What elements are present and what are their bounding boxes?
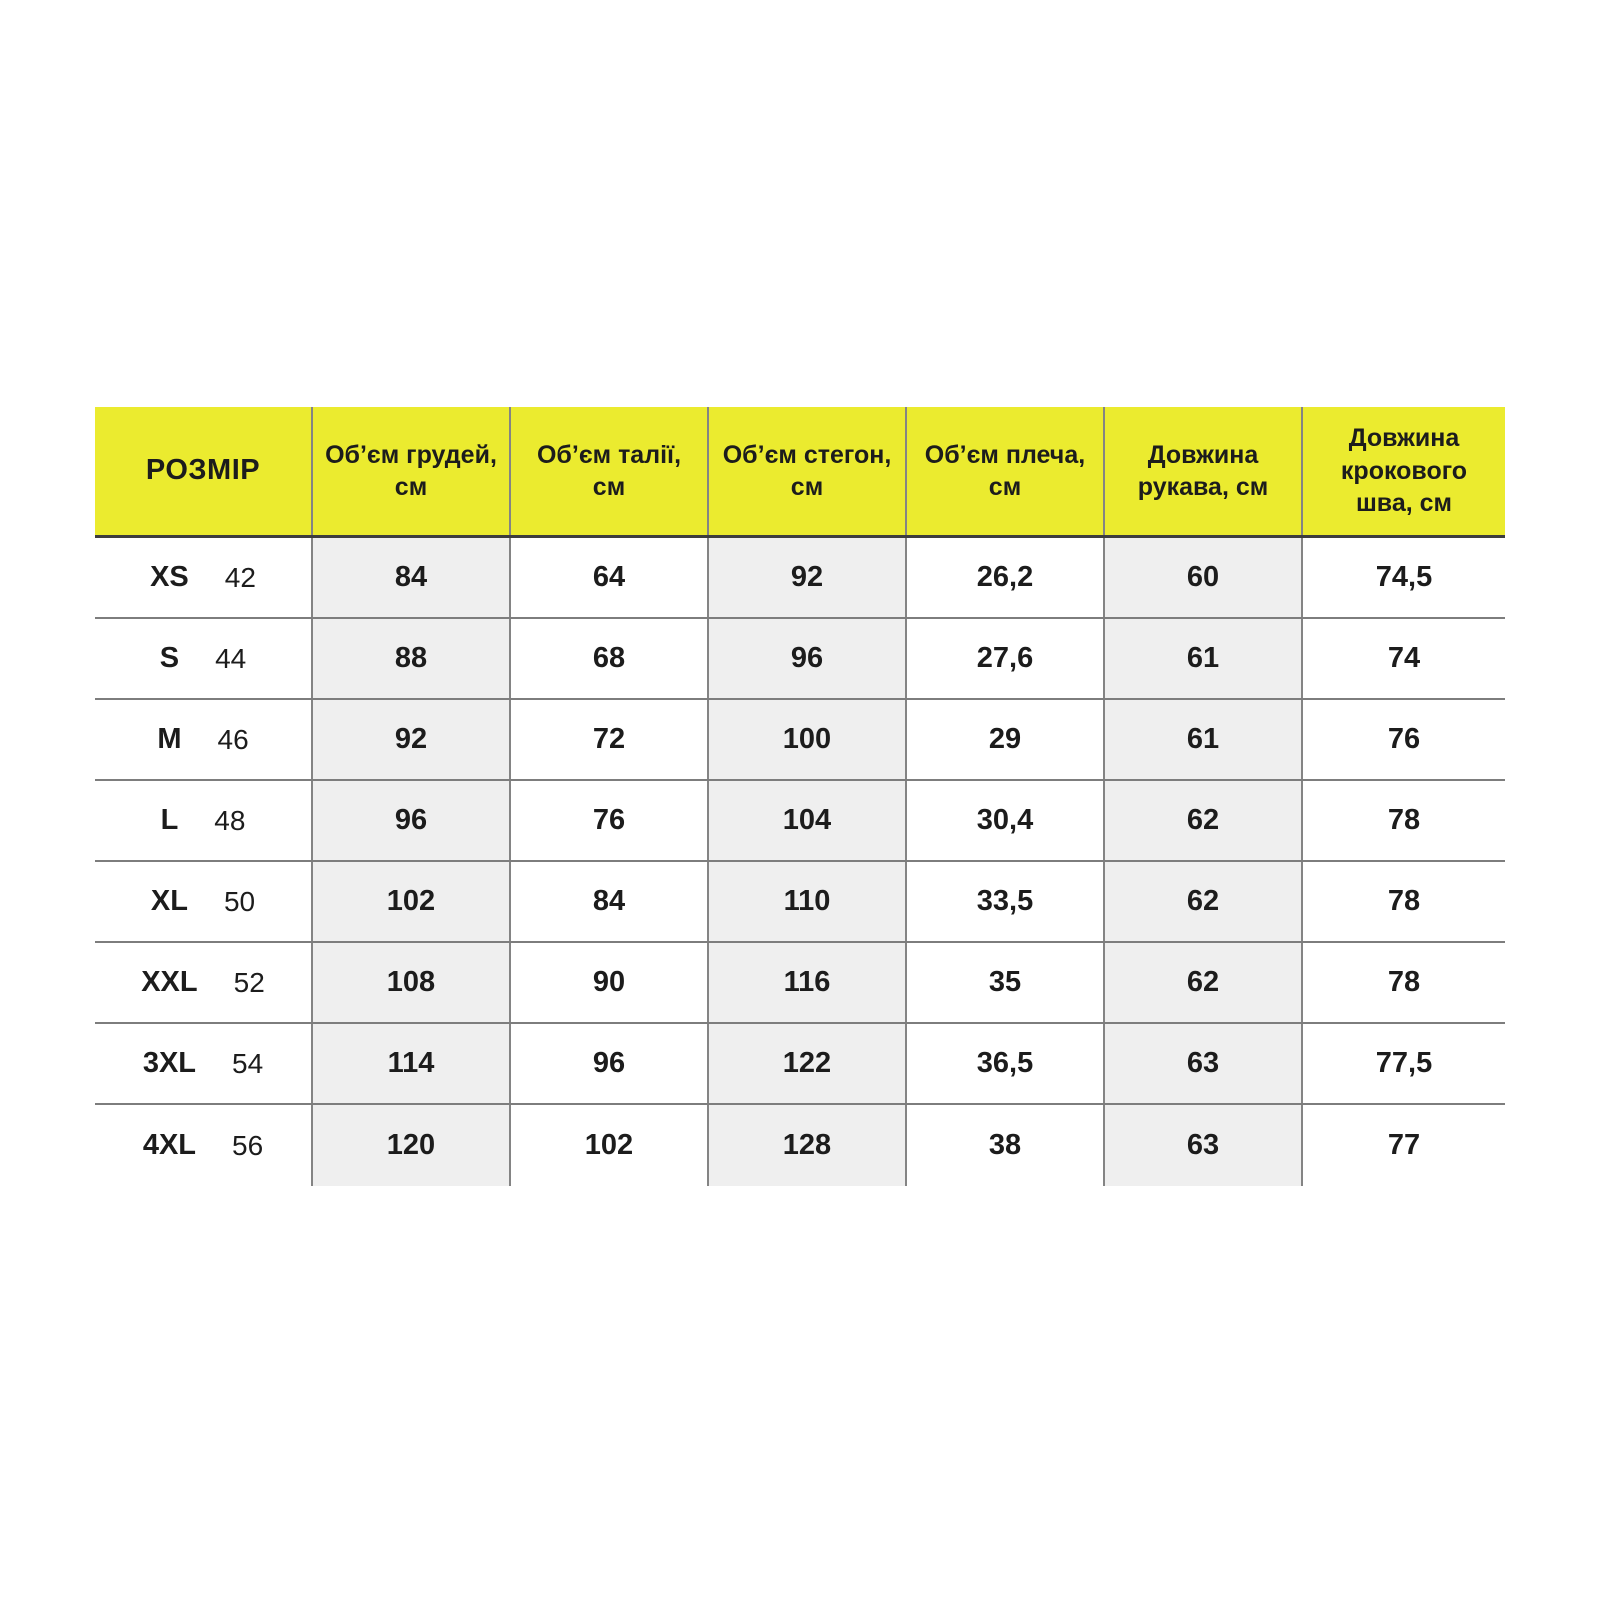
table-row <box>95 943 1505 1024</box>
shoulder-value-cell: 35 <box>905 943 1103 1022</box>
size-number: 46 <box>217 723 249 755</box>
table-row <box>95 538 1505 619</box>
sleeve-value-cell: 63 <box>1103 1024 1301 1103</box>
sleeve-value-cell: 60 <box>1103 538 1301 617</box>
size-number: 52 <box>233 966 265 998</box>
table-row <box>95 619 1505 700</box>
chest-value-cell: 88 <box>311 619 509 698</box>
size-code: S <box>159 642 180 674</box>
size-number: 54 <box>232 1047 264 1079</box>
size-cell <box>95 781 311 860</box>
inseam-value-cell: 74 <box>1301 619 1505 698</box>
sleeve-value-cell: 63 <box>1103 1105 1301 1186</box>
size-code: M <box>157 723 182 755</box>
table-body <box>95 538 1505 1186</box>
size-code: L <box>160 804 179 836</box>
table-row <box>95 1024 1505 1105</box>
table-row <box>95 1105 1505 1186</box>
hips-value-cell: 92 <box>707 538 905 617</box>
size-chart-table <box>95 407 1505 1186</box>
waist-value-cell: 102 <box>509 1105 707 1186</box>
hips-value-cell: 122 <box>707 1024 905 1103</box>
shoulder-value-cell: 30,4 <box>905 781 1103 860</box>
waist-value-cell: 64 <box>509 538 707 617</box>
header-chest: Об’єм грудей, см <box>311 407 509 535</box>
size-chart-header-row <box>95 407 1505 538</box>
shoulder-value-cell: 26,2 <box>905 538 1103 617</box>
table-row <box>95 862 1505 943</box>
inseam-value-cell: 78 <box>1301 781 1505 860</box>
header-size-label: РОЗМІР <box>95 407 311 535</box>
waist-value-cell: 76 <box>509 781 707 860</box>
hips-value-cell: 110 <box>707 862 905 941</box>
inseam-value-cell: 78 <box>1301 943 1505 1022</box>
hips-value-cell: 104 <box>707 781 905 860</box>
header-inseam: Довжина крокового шва, см <box>1301 407 1505 535</box>
chest-value-cell: 108 <box>311 943 509 1022</box>
sleeve-value-cell: 61 <box>1103 700 1301 779</box>
sleeve-value-cell: 61 <box>1103 619 1301 698</box>
inseam-value-cell: 78 <box>1301 862 1505 941</box>
waist-value-cell: 84 <box>509 862 707 941</box>
size-code: 4XL <box>142 1129 197 1161</box>
size-code: XS <box>150 561 189 593</box>
shoulder-value-cell: 27,6 <box>905 619 1103 698</box>
waist-value-cell: 90 <box>509 943 707 1022</box>
chest-value-cell: 114 <box>311 1024 509 1103</box>
inseam-value-cell: 77 <box>1301 1105 1505 1186</box>
chest-value-cell: 92 <box>311 700 509 779</box>
shoulder-value-cell: 38 <box>905 1105 1103 1186</box>
hips-value-cell: 96 <box>707 619 905 698</box>
table-row <box>95 700 1505 781</box>
sleeve-value-cell: 62 <box>1103 781 1301 860</box>
size-cell <box>95 862 311 941</box>
size-cell <box>95 943 311 1022</box>
header-shoulder: Об’єм плеча, см <box>905 407 1103 535</box>
shoulder-value-cell: 36,5 <box>905 1024 1103 1103</box>
size-number: 50 <box>223 885 256 917</box>
waist-value-cell: 96 <box>509 1024 707 1103</box>
chest-value-cell: 84 <box>311 538 509 617</box>
hips-value-cell: 128 <box>707 1105 905 1186</box>
inseam-value-cell: 77,5 <box>1301 1024 1505 1103</box>
header-hips: Об’єм стегон, см <box>707 407 905 535</box>
sleeve-value-cell: 62 <box>1103 943 1301 1022</box>
chest-value-cell: 102 <box>311 862 509 941</box>
shoulder-value-cell: 33,5 <box>905 862 1103 941</box>
waist-value-cell: 68 <box>509 619 707 698</box>
waist-value-cell: 72 <box>509 700 707 779</box>
hips-value-cell: 116 <box>707 943 905 1022</box>
chest-value-cell: 120 <box>311 1105 509 1186</box>
header-waist: Об’єм талії, см <box>509 407 707 535</box>
header-sleeve: Довжина рукава, см <box>1103 407 1301 535</box>
chest-value-cell: 96 <box>311 781 509 860</box>
size-cell <box>95 1105 311 1186</box>
inseam-value-cell: 74,5 <box>1301 538 1505 617</box>
shoulder-value-cell: 29 <box>905 700 1103 779</box>
sleeve-value-cell: 62 <box>1103 862 1301 941</box>
size-code: 3XL <box>142 1047 197 1079</box>
size-number: 42 <box>224 561 256 593</box>
table-row <box>95 781 1505 862</box>
size-cell <box>95 1024 311 1103</box>
inseam-value-cell: 76 <box>1301 700 1505 779</box>
hips-value-cell: 100 <box>707 700 905 779</box>
size-cell <box>95 619 311 698</box>
size-number: 56 <box>232 1129 264 1161</box>
size-number: 44 <box>215 642 247 674</box>
size-code: XXL <box>141 966 198 998</box>
size-code: XL <box>150 885 188 917</box>
size-number: 48 <box>214 804 246 836</box>
size-cell <box>95 700 311 779</box>
size-cell <box>95 538 311 617</box>
